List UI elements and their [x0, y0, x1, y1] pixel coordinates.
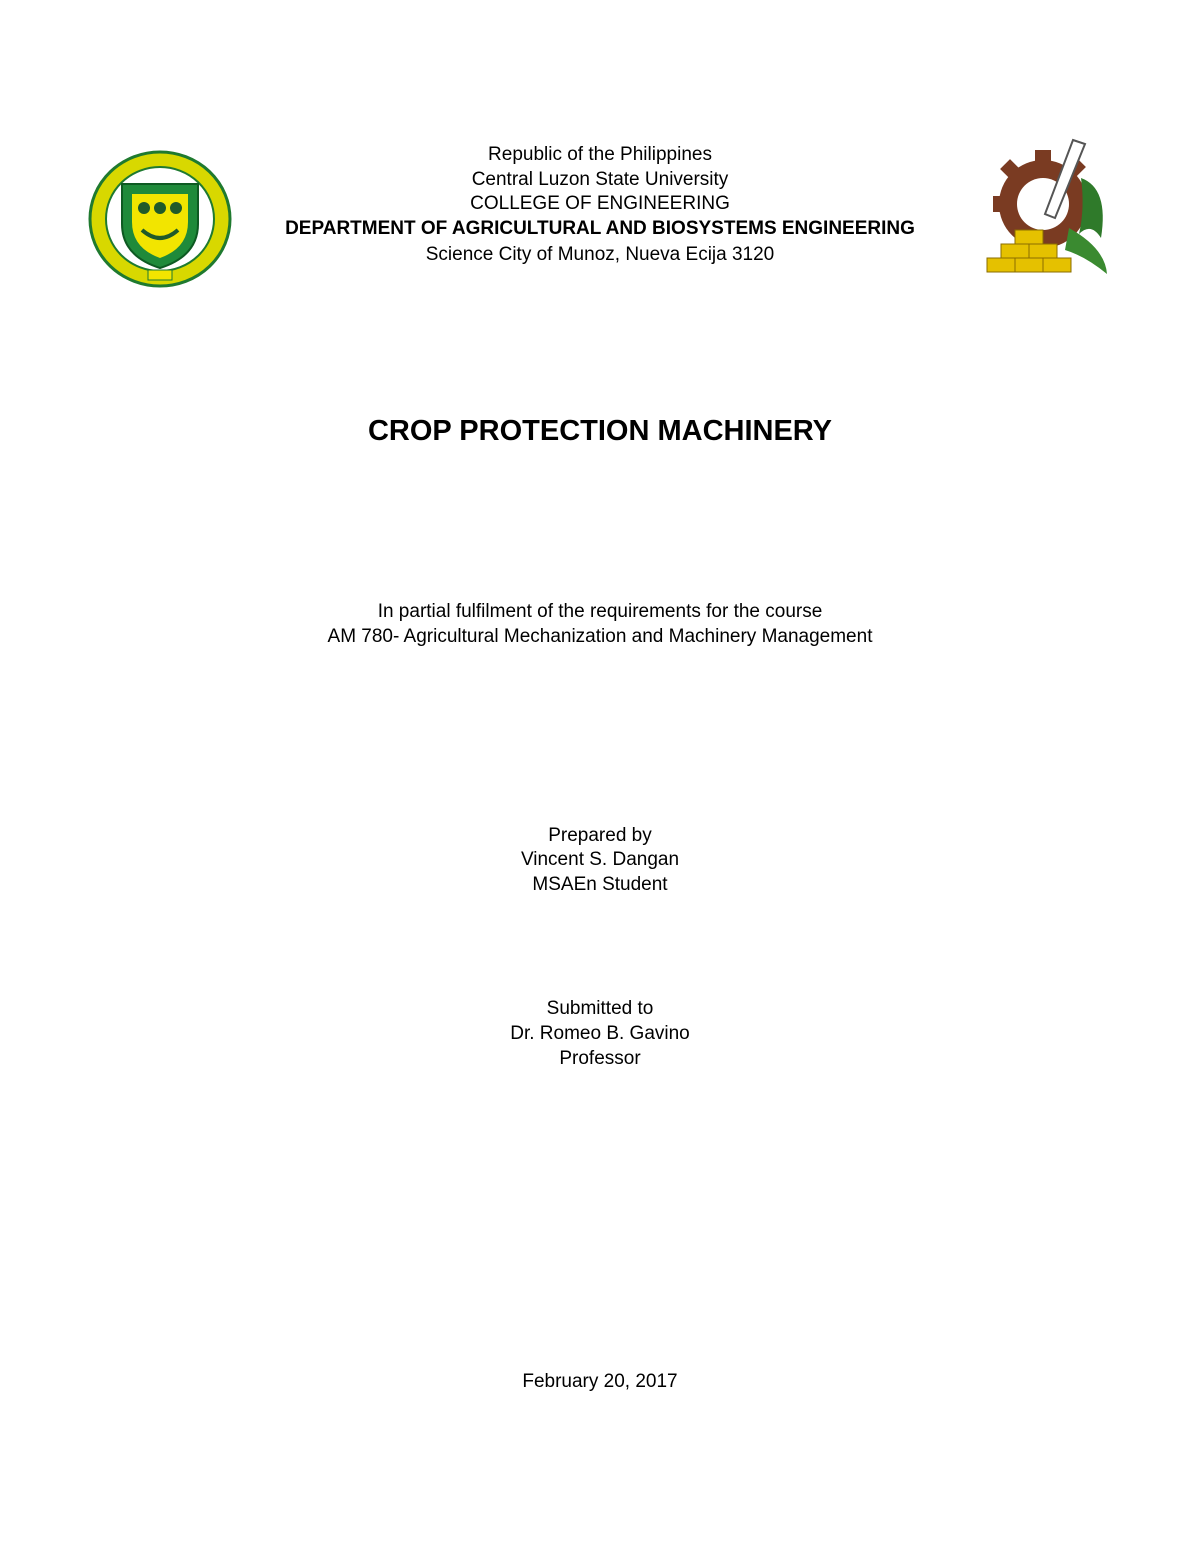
recipient-role: Professor — [559, 1048, 641, 1069]
document-date: February 20, 2017 — [522, 1371, 678, 1392]
purpose-line: In partial fulfilment of the requirements for the course — [377, 601, 823, 622]
university-address: Science City of Munoz, Nueva Ecija 3120 — [425, 244, 775, 265]
department-name: DEPARTMENT OF AGRICULTURAL AND BIOSYSTEMS ENGINEERING — [285, 218, 915, 239]
country-line: Republic of the Philippines — [488, 144, 712, 165]
author-name: Vincent S. Dangan — [520, 849, 680, 870]
course-line: AM 780- Agricultural Mechanization and Machinery Management — [327, 626, 873, 647]
prepared-by-label: Prepared by — [548, 825, 652, 846]
author-role: MSAEn Student — [532, 874, 668, 895]
recipient-name: Dr. Romeo B. Gavino — [510, 1023, 690, 1044]
submitted-to-label: Submitted to — [546, 998, 654, 1019]
college-name: COLLEGE OF ENGINEERING — [470, 193, 730, 214]
document-title: CROP PROTECTION MACHINERY — [367, 415, 833, 447]
university-name: Central Luzon State University — [471, 169, 729, 190]
